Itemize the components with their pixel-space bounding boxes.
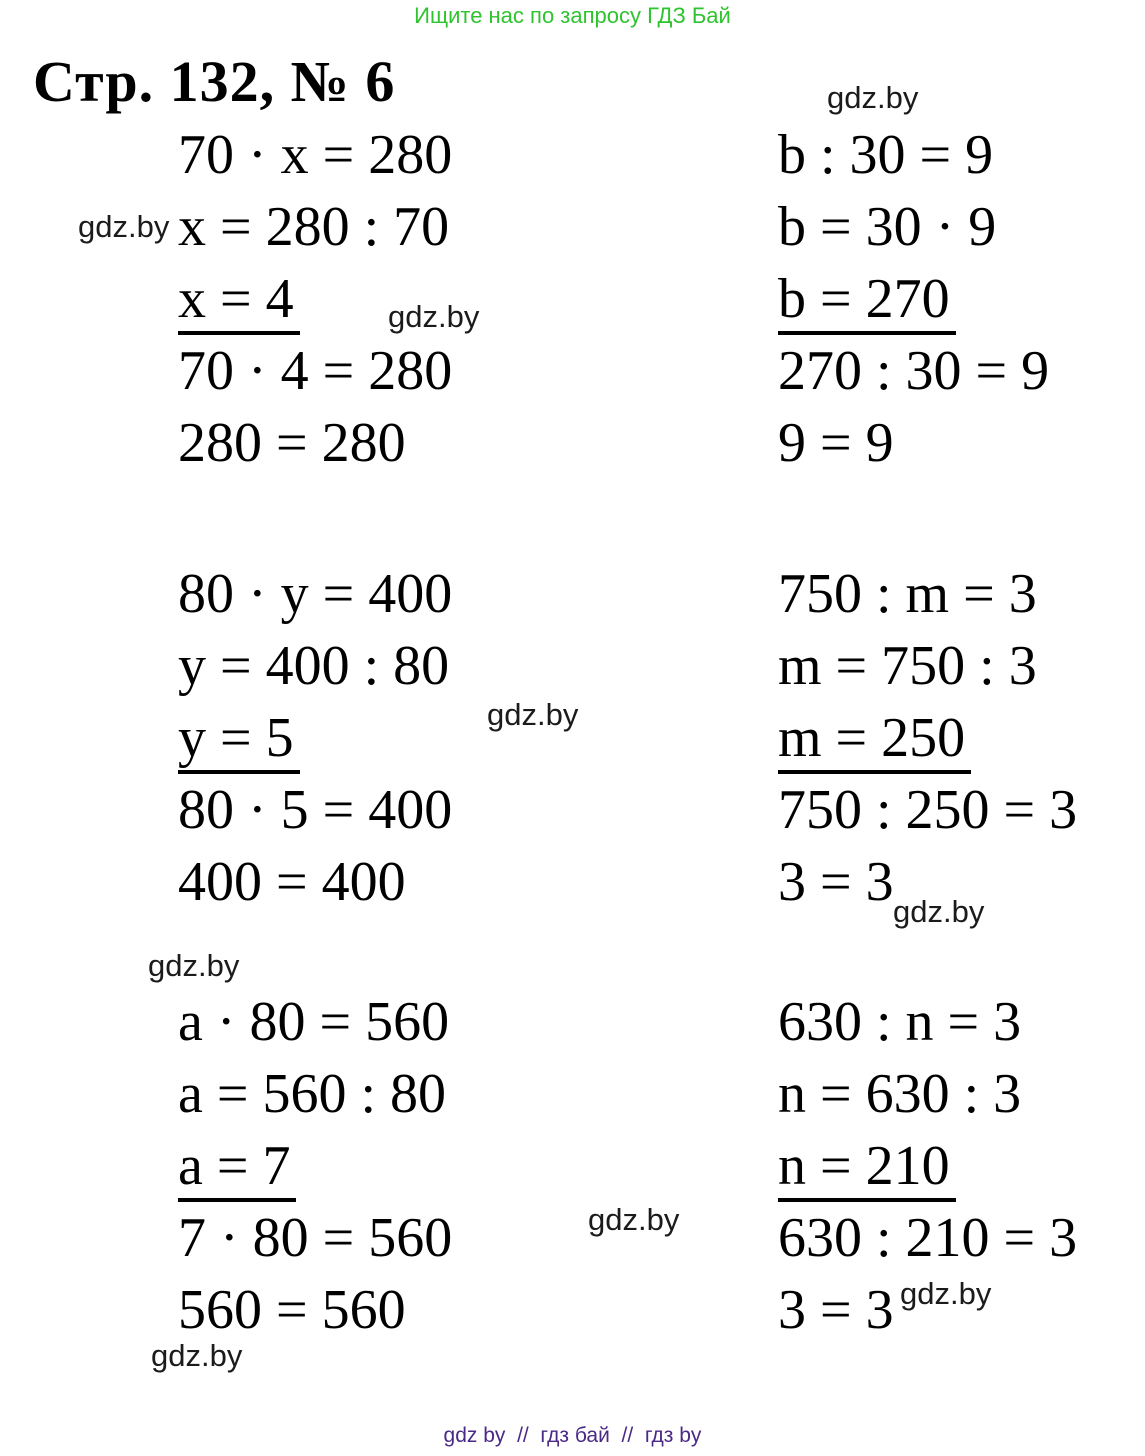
watermark: gdz.by — [78, 209, 170, 244]
equation-line: 70 · x = 280 — [178, 124, 453, 186]
check-line: 750 : 250 = 3 — [778, 779, 1078, 841]
equation-line: y = 400 : 80 — [178, 635, 450, 697]
watermark: gdz.by — [900, 1276, 992, 1311]
check-line: 70 · 4 = 280 — [178, 340, 453, 402]
equation-line: b = 30 · 9 — [778, 196, 997, 258]
check-line: 7 · 80 = 560 — [178, 1207, 453, 1269]
check-line: 3 = 3 — [778, 1279, 894, 1341]
equation-line: m = 750 : 3 — [778, 635, 1037, 697]
answer-line: n = 210 — [778, 1130, 1077, 1202]
equation-block-b — [778, 119, 1049, 479]
equation-line: 630 : n = 3 — [778, 991, 1022, 1053]
check-line: 630 : 210 = 3 — [778, 1207, 1078, 1269]
equation-line: a · 80 = 560 — [178, 991, 450, 1053]
equation-block-y — [178, 558, 452, 918]
answer-line: y = 5 — [178, 702, 452, 774]
check-line: 280 = 280 — [178, 412, 406, 474]
promo-banner: Ищите нас по запросу ГДЗ Бай — [414, 3, 731, 28]
equation-block-a — [178, 986, 452, 1346]
answer-line: x = 4 — [178, 263, 452, 335]
equation-line: 80 · y = 400 — [178, 563, 453, 625]
watermark: gdz.by — [487, 697, 579, 732]
answer-line: m = 250 — [778, 702, 1077, 774]
equation-block-m — [778, 558, 1077, 918]
footer-credits: gdz by // гдз бай // гдз by — [443, 1424, 702, 1447]
check-line: 400 = 400 — [178, 851, 406, 913]
check-line: 270 : 30 = 9 — [778, 340, 1050, 402]
answer-line: a = 7 — [178, 1130, 452, 1202]
check-line: 9 = 9 — [778, 412, 894, 474]
check-line: 80 · 5 = 400 — [178, 779, 453, 841]
check-line: 560 = 560 — [178, 1279, 406, 1341]
equation-line: 750 : m = 3 — [778, 563, 1037, 625]
watermark: gdz.by — [588, 1202, 680, 1237]
watermark: gdz.by — [893, 894, 985, 929]
equation-line: b : 30 = 9 — [778, 124, 994, 186]
equation-line: n = 630 : 3 — [778, 1063, 1022, 1125]
watermark: gdz.by — [151, 1338, 243, 1373]
watermark: gdz.by — [827, 80, 919, 115]
answer-line: b = 270 — [778, 263, 1049, 335]
page-title: Стр. 132, № 6 — [33, 49, 396, 114]
watermark: gdz.by — [388, 299, 480, 334]
watermark: gdz.by — [148, 948, 240, 983]
check-line: 3 = 3 — [778, 851, 894, 913]
equation-line: a = 560 : 80 — [178, 1063, 446, 1125]
equation-line: x = 280 : 70 — [178, 196, 450, 258]
